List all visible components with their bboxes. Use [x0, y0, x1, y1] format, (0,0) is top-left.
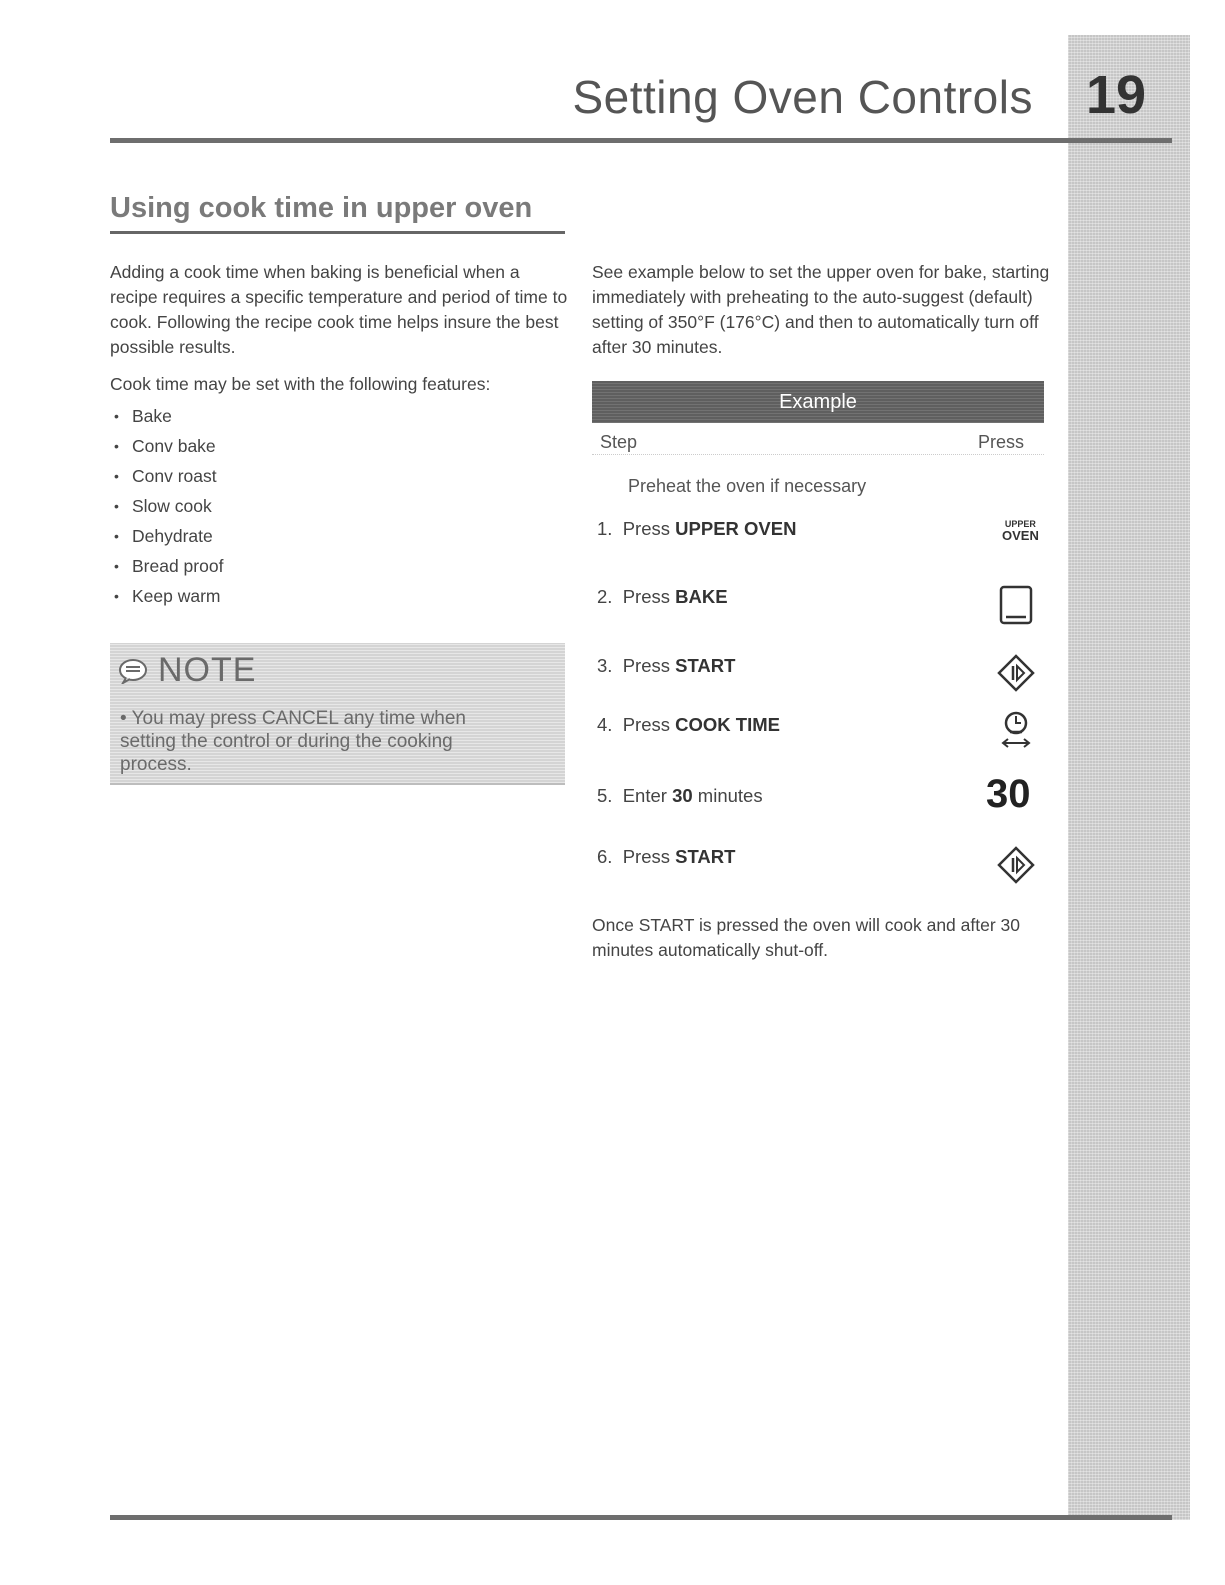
step-verb: Press [622, 655, 671, 676]
step-number: 3. [597, 655, 613, 676]
start-key-icon [996, 845, 1036, 885]
upper-oven-icon-line2: OVEN [1002, 528, 1039, 543]
feature-list [110, 401, 570, 611]
list-item: • Bread proof [110, 551, 570, 581]
intro-paragraph: Adding a cook time when baking is beneficial when a recipe requires a specific temperature and period of time to cook. Following the recipe cook time helps insure the best possible results. [110, 262, 568, 357]
left-column [110, 260, 570, 611]
list-item: • Slow cook [110, 491, 570, 521]
upper-oven-icon-line1: UPPER [1004, 519, 1036, 529]
example-header-bar: Example [592, 381, 1044, 423]
step-key: UPPER OVEN [675, 518, 797, 539]
number-key-icon: 30 [986, 772, 1031, 816]
step-row [597, 655, 735, 677]
bottom-rule [110, 1515, 1172, 1520]
step-number: 1. [597, 518, 613, 539]
step-verb: Press [622, 586, 671, 607]
step-number: 2. [597, 586, 613, 607]
list-item: • Keep warm [110, 581, 570, 611]
step-row [597, 846, 735, 868]
page-number: 19 [1086, 65, 1147, 125]
step-row [597, 586, 728, 608]
bake-key-icon [999, 585, 1033, 625]
step-key: START [675, 846, 736, 867]
step-number: 4. [597, 714, 613, 735]
right-column [592, 260, 1052, 372]
note-icon [118, 658, 148, 684]
list-item: • Dehydrate [110, 521, 570, 551]
note-box [110, 643, 565, 785]
step-key: COOK TIME [675, 714, 780, 735]
side-tab-strip [1068, 35, 1190, 1520]
step-row [597, 785, 763, 807]
step-suffix: minutes [697, 785, 763, 806]
list-item: • Bake [110, 401, 570, 431]
step-column-header [592, 426, 1044, 455]
step-key: START [675, 655, 736, 676]
closing-paragraph: Once START is pressed the oven will cook and after 30 minutes automatically shut-off. [592, 915, 1020, 960]
list-item: • Conv roast [110, 461, 570, 491]
upper-oven-key-icon [1002, 519, 1039, 543]
step-column-label: Step [600, 432, 638, 452]
section-heading: Using cook time in upper oven [110, 192, 565, 234]
step-row [597, 518, 796, 540]
note-header [118, 651, 256, 690]
top-rule [110, 138, 1172, 143]
step-verb: Press [622, 846, 671, 867]
features-intro: Cook time may be set with the following features: [110, 374, 491, 394]
list-item: • Conv bake [110, 431, 570, 461]
step-number: 6. [597, 846, 613, 867]
cook-time-key-icon [998, 706, 1034, 752]
step-row [597, 714, 780, 736]
page-title: Setting Oven Controls [572, 71, 1033, 123]
step-verb: Press [622, 518, 671, 539]
example-intro: See example below to set the upper oven for bake, starting immediately with preheating to the auto-suggest (default) setting of 350°F (176°C) and then to automatically turn off after 30 minutes. [592, 262, 1050, 357]
step-verb: Press [622, 714, 671, 735]
step-key: BAKE [675, 586, 728, 607]
step-number: 5. [597, 785, 613, 806]
preheat-instruction: Preheat the oven if necessary [628, 476, 867, 496]
start-key-icon [996, 653, 1036, 693]
step-verb: Enter [622, 785, 667, 806]
note-title: NOTE [158, 651, 257, 689]
step-key: 30 [672, 785, 693, 806]
note-text: • You may press CANCEL any time when setting the control or during the cooking process. [120, 708, 466, 775]
press-column-label: Press [977, 432, 1024, 452]
